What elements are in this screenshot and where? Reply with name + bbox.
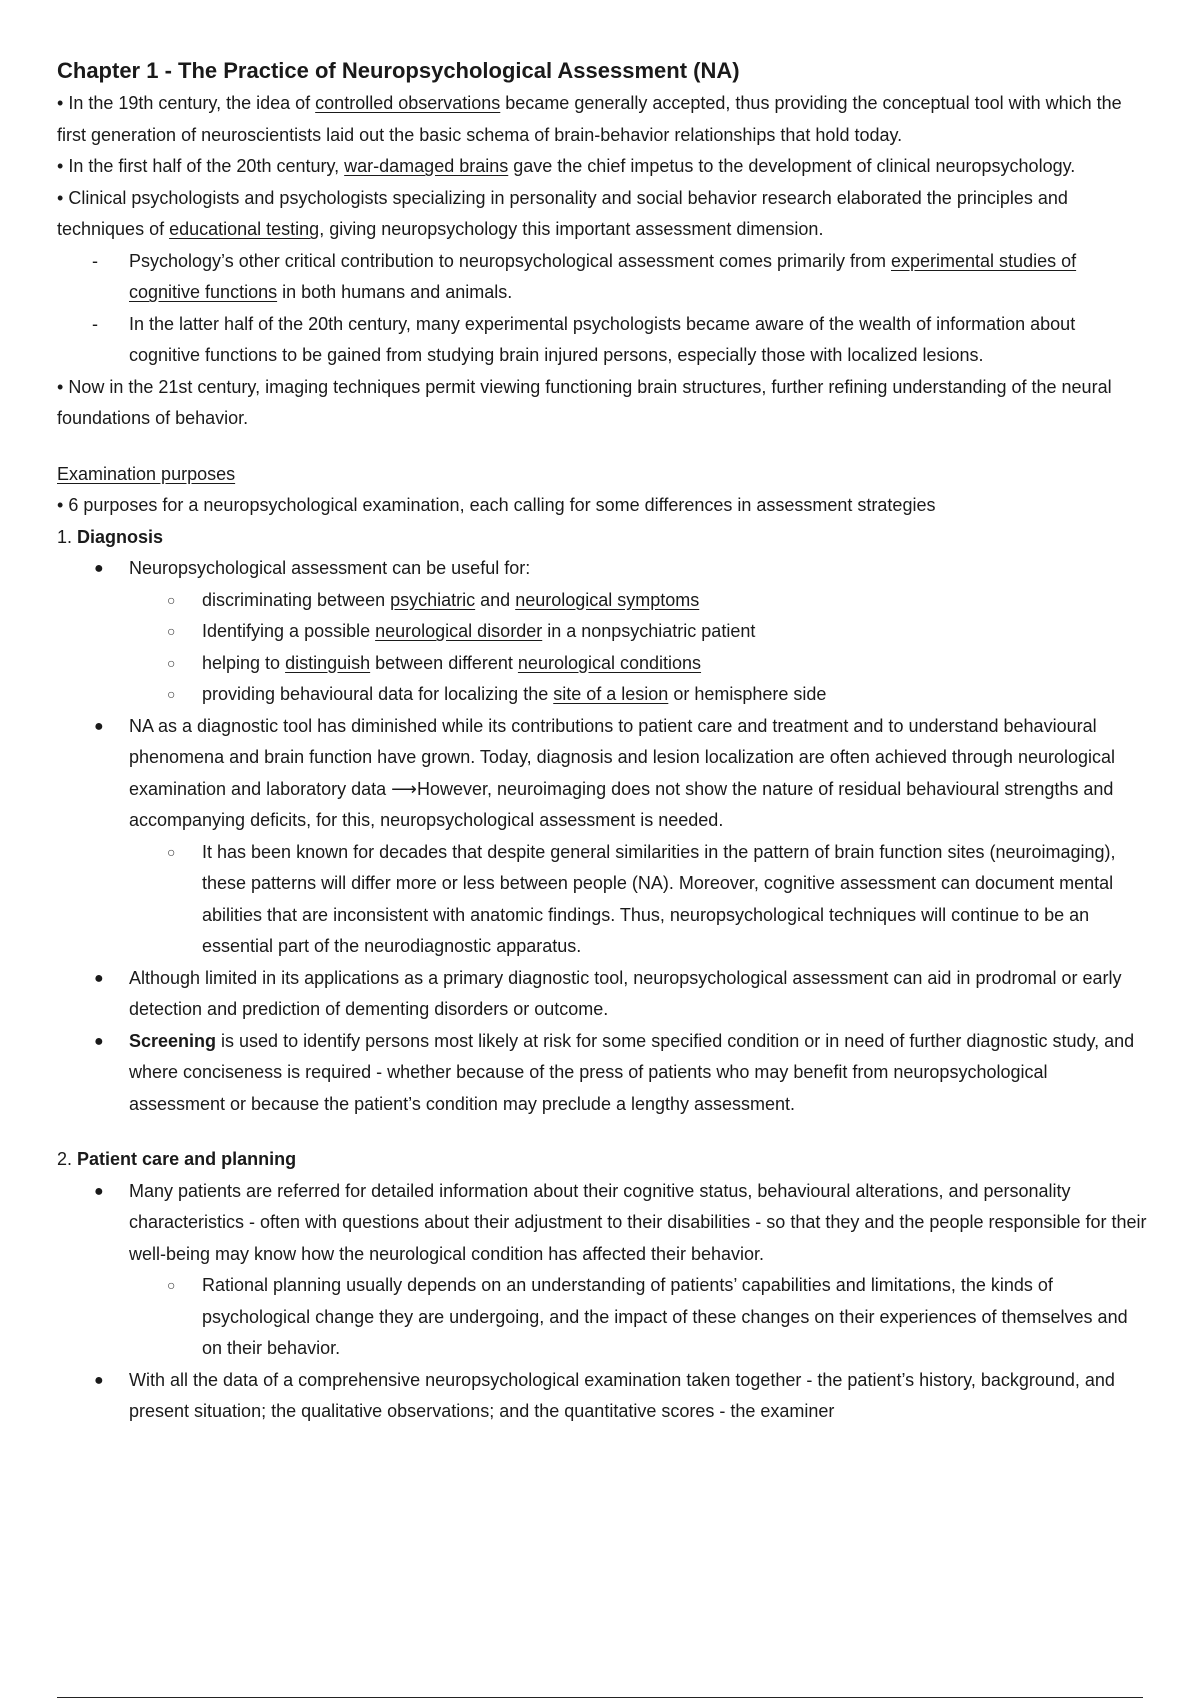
diagnosis-subitem-1: ○ discriminating between psychiatric and neurological symptoms bbox=[57, 585, 1147, 617]
footer-rule bbox=[57, 1697, 1143, 1698]
diagnosis-subitem-3: ○ helping to distinguish between different neurological conditions bbox=[57, 648, 1147, 680]
underlined-term: experimental studies of cognitive functions bbox=[129, 250, 1077, 302]
intro-bullet-4: • Now in the 21st century, imaging techniques permit viewing functioning brain structures, further refining understanding of the neural foundations of behavior. bbox=[57, 376, 1112, 428]
diagnosis-heading: 1. Diagnosis bbox=[57, 526, 164, 547]
patient-care-item-1: ● Many patients are referred for detailed information about their cognitive status, behavioural alterations, and personality characteristics - often with questions about their adjustment to their disabilities - so that they and the people responsible for their well-being may know how the neurological condition has affected their behavior. bbox=[57, 1176, 1147, 1271]
dash-mark: - bbox=[92, 250, 98, 271]
bullet-dot: ● bbox=[94, 1182, 104, 1200]
dash-mark: - bbox=[92, 313, 98, 334]
diagnosis-tool-subitem: ○ It has been known for decades that despite general similarities in the pattern of brain function sites (neuroimaging), these patterns will differ more or less between people (NA). Moreover, cognitive assessment can document mental abilities that are inconsistent with anatomic findings. Thus, neuropsychological techniques will continue to be an essential part of the neurodiagnostic apparatus. bbox=[57, 837, 1147, 963]
document-body bbox=[57, 55, 1147, 1428]
intro-bullet-1: • In the 19th century, the idea of controlled observations became generally accepted, thus providing the conceptual tool with which the first generation of neuroscientists laid out the basic schema of brain-behavior relationships that hold today. bbox=[57, 93, 1122, 145]
diagnosis-item-screening: ● Screening is used to identify persons most likely at risk for some specified condition or in need of further diagnostic study, and where conciseness is required - whether because of the press of patients who may benefit from neuropsychological assessment or because the patient’s condition may preclude a lengthy assessment. bbox=[57, 1026, 1147, 1121]
dash-item-1: - Psychology’s other critical contribution to neuropsychological assessment comes primarily from experimental studies of cognitive functions in both humans and animals. bbox=[57, 246, 1147, 309]
bullet-circle: ○ bbox=[167, 1277, 176, 1293]
patient-care-subitem-1: ○ Rational planning usually depends on an understanding of patients’ capabilities and limitations, the kinds of psychological change they are undergoing, and the impact of these changes on their experiences of themselves and on their behavior. bbox=[57, 1270, 1147, 1365]
underlined-term: war-damaged brains bbox=[344, 156, 509, 176]
bullet-mark: • bbox=[57, 156, 64, 176]
bullet-circle: ○ bbox=[167, 686, 176, 702]
bullet-mark: • bbox=[57, 376, 64, 397]
exam-intro: • 6 purposes for a neuropsychological examination, each calling for some differences in assessment strategies bbox=[57, 495, 936, 515]
bullet-circle: ○ bbox=[167, 623, 176, 639]
dash-item-2: - In the latter half of the 20th century, many experimental psychologists became aware of the wealth of information about cognitive functions to be gained from studying brain injured persons, especially those with localized lesions. bbox=[57, 309, 1147, 372]
intro-bullet-2: • In the first half of the 20th century, war-damaged brains gave the chief impetus to the development of clinical neuropsychology. bbox=[57, 156, 1076, 176]
bullet-dot: ● bbox=[94, 1371, 104, 1389]
bullet-circle: ○ bbox=[167, 654, 176, 671]
diagnosis-item-limited: ● Although limited in its applications as a primary diagnostic tool, neuropsychological assessment can aid in prodromal or early detection and prediction of dementing disorders or outcome. bbox=[57, 963, 1147, 1026]
patient-care-item-2: ● With all the data of a comprehensive neuropsychological examination taken together - the patient’s history, background, and present situation; the qualitative observations; and the quantitative scores - the examiner bbox=[57, 1365, 1147, 1428]
diagnosis-item-tool: ● NA as a diagnostic tool has diminished while its contributions to patient care and treatment and to understand behavioural phenomena and brain function have grown. Today, diagnosis and lesion localization are often achieved through neurological examination and laboratory data ⟶However, neuroimaging does not show the nature of residual behavioural strengths and accompanying deficits, for this, neuropsychological assessment is needed. bbox=[57, 711, 1147, 837]
bullet-mark: • bbox=[57, 93, 64, 113]
bullet-circle: ○ bbox=[167, 843, 176, 860]
bullet-circle: ○ bbox=[167, 591, 176, 608]
section-heading-examination-purposes: Examination purposes bbox=[57, 463, 236, 484]
intro-bullet-3: • Clinical psychologists and psychologists specializing in personality and social behavior research elaborated the principles and techniques of educational testing, giving neuropsychology this important assessment dimension. bbox=[57, 187, 1068, 239]
underlined-term: controlled observations bbox=[315, 93, 501, 113]
bullet-dot: ● bbox=[94, 560, 104, 577]
bullet-dot: ● bbox=[94, 969, 104, 987]
diagnosis-subitem-4: ○ providing behavioural data for localizing the site of a lesion or hemisphere side bbox=[57, 679, 1147, 711]
patient-care-heading: 2. Patient care and planning bbox=[57, 1149, 297, 1169]
underlined-term: educational testing bbox=[169, 219, 320, 239]
bullet-mark: • bbox=[57, 495, 64, 515]
bullet-mark: • bbox=[57, 187, 64, 208]
page-title: Chapter 1 - The Practice of Neuropsychological Assessment (NA) bbox=[57, 58, 740, 83]
diagnosis-item-useful: ● Neuropsychological assessment can be useful for: bbox=[57, 553, 1147, 585]
bullet-dot: ● bbox=[94, 1032, 104, 1050]
diagnosis-subitem-2: ○ Identifying a possible neurological disorder in a nonpsychiatric patient bbox=[57, 616, 1147, 648]
bullet-dot: ● bbox=[94, 717, 104, 735]
